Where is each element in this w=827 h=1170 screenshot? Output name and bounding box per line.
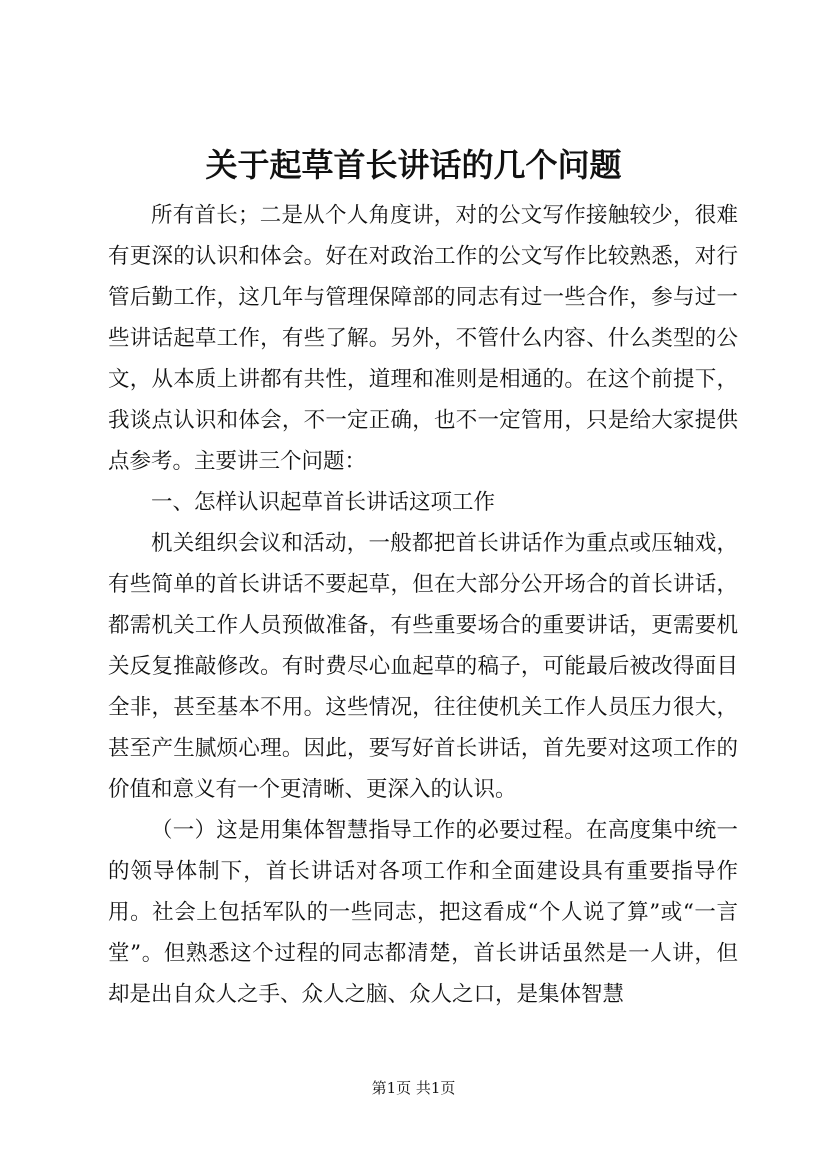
paragraph-subsection-1: （一）这是用集体智慧指导工作的必要过程。在高度集中统一的领导体制下，首长讲话对各项工作和全面建设具有重要指导作用。社会上包括军队的一些同志，把这看成“个人说了算”或“一言堂”。但熟悉这个过程的同志都清楚，首长讲话虽然是一人讲，但却是出自众人之手、众人之脑、众人之口，是集体智慧 xyxy=(108,818,738,1007)
paragraph-section-1: 机关组织会议和活动，一般都把首长讲话作为重点或压轴戏，有些简单的首长讲话不要起草，但在大部分公开场合的首长讲话，都需机关工作人员预做准备，有些重要场合的重要讲话，更需要机关反复推敲修改。有时费尽心血起草的稿子，可能最后被改得面目全非，甚至基本不用。这些情况，往往使机关工作人员压力很大，甚至产生腻烦心理。因此，要写好首长讲话，首先要对这项工作的价值和意义有一个更清晰、更深入的认识。 xyxy=(108,531,738,802)
section-heading-1: 一、怎样认识起草首长讲话这项工作 xyxy=(151,490,496,515)
document-body xyxy=(108,195,738,1015)
document-title: 关于起草首长讲话的几个问题 xyxy=(205,146,622,184)
page-footer: 第1页 共1页 xyxy=(371,1079,456,1097)
paragraph-intro: 所有首长；二是从个人角度讲，对的公文写作接触较少，很难有更深的认识和体会。好在对政治工作的公文写作比较熟悉，对行管后勤工作，这几年与管理保障部的同志有过一些合作，参与过一些讲话起草工作，有些了解。另外，不管什么内容、什么类型的公文，从本质上讲都有共性，道理和准则是相通的。在这个前提下，我谈点认识和体会，不一定正确，也不一定管用，只是给大家提供点参考。主要讲三个问题： xyxy=(108,203,738,474)
